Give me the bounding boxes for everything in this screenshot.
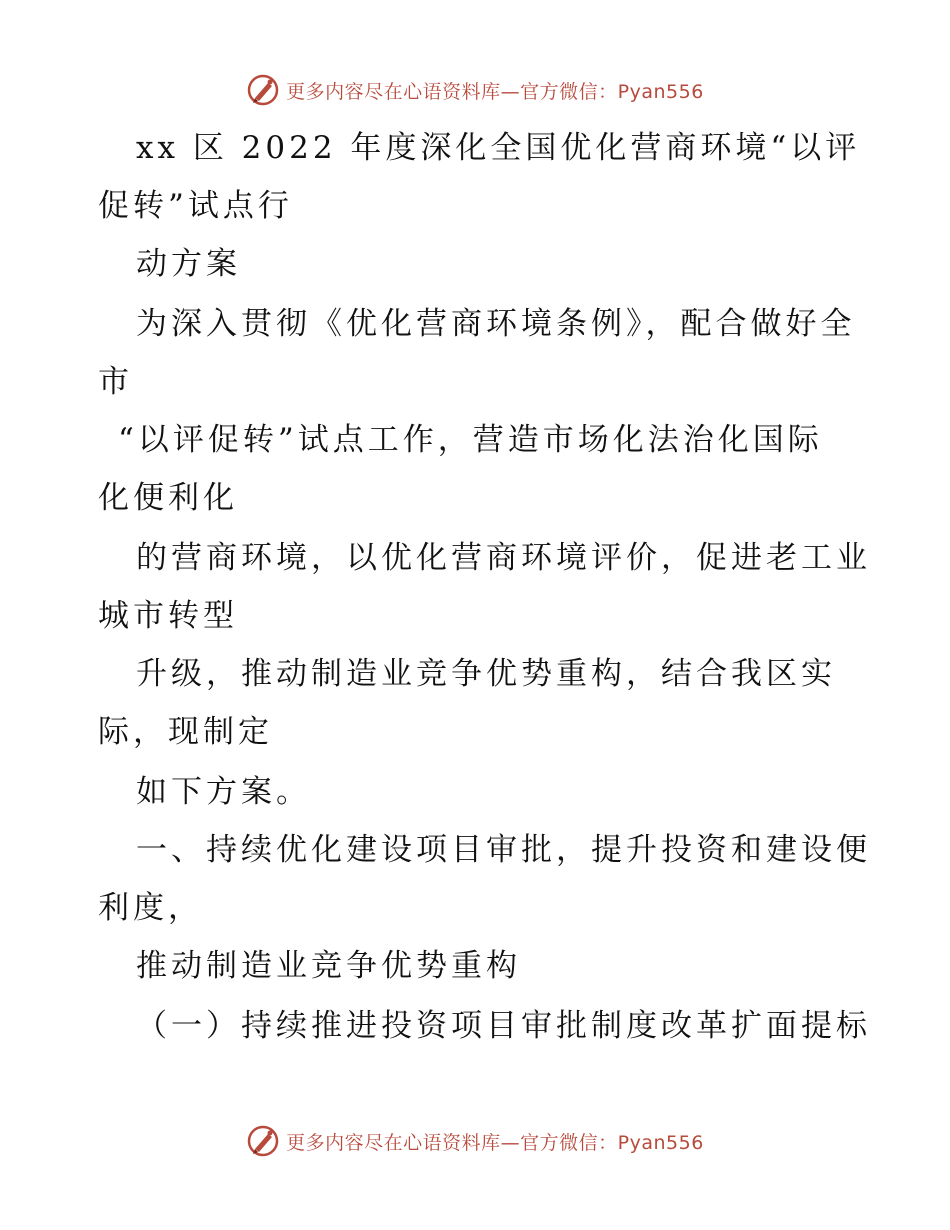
watermark-text: 更多内容尽在心语资料库—官方微信：Pyan556	[286, 80, 704, 103]
section-heading-line: 利度，	[98, 890, 203, 926]
paragraph-line: 如下方案。	[136, 774, 311, 810]
paragraph-line: 市	[98, 364, 133, 400]
pen-logo-icon	[246, 1124, 280, 1158]
title-line-2: 促转”试点行	[98, 188, 293, 224]
paragraph-line: 的营商环境，以优化营商环境评价，促进老工业	[136, 540, 871, 576]
section-heading-line: 推动制造业竞争优势重构	[136, 948, 521, 984]
paragraph-line: 升级，推动制造业竞争优势重构，结合我区实	[136, 656, 836, 692]
paragraph-line: 际，现制定	[98, 714, 273, 750]
paragraph-line: 为深入贯彻《优化营商环境条例》，配合做好全	[136, 306, 856, 342]
watermark-header	[0, 70, 950, 110]
title-line-3: 动方案	[136, 246, 241, 282]
watermark-text: 更多内容尽在心语资料库—官方微信：Pyan556	[286, 1131, 704, 1154]
paragraph-line: 城市转型	[98, 598, 238, 634]
paragraph-line: 化便利化	[98, 480, 238, 516]
section-heading-line: 一、持续优化建设项目审批，提升投资和建设便	[136, 832, 871, 868]
subsection-heading-line: （一）持续推进投资项目审批制度改革扩面提标	[136, 1008, 871, 1044]
paragraph-line: “以评促转”试点工作，营造市场化法治化国际	[118, 422, 823, 458]
pen-logo-icon	[246, 73, 280, 107]
watermark-footer	[0, 1121, 950, 1161]
title-line-1: xx 区 2022 年度深化全国优化营商环境“以评	[136, 130, 861, 166]
